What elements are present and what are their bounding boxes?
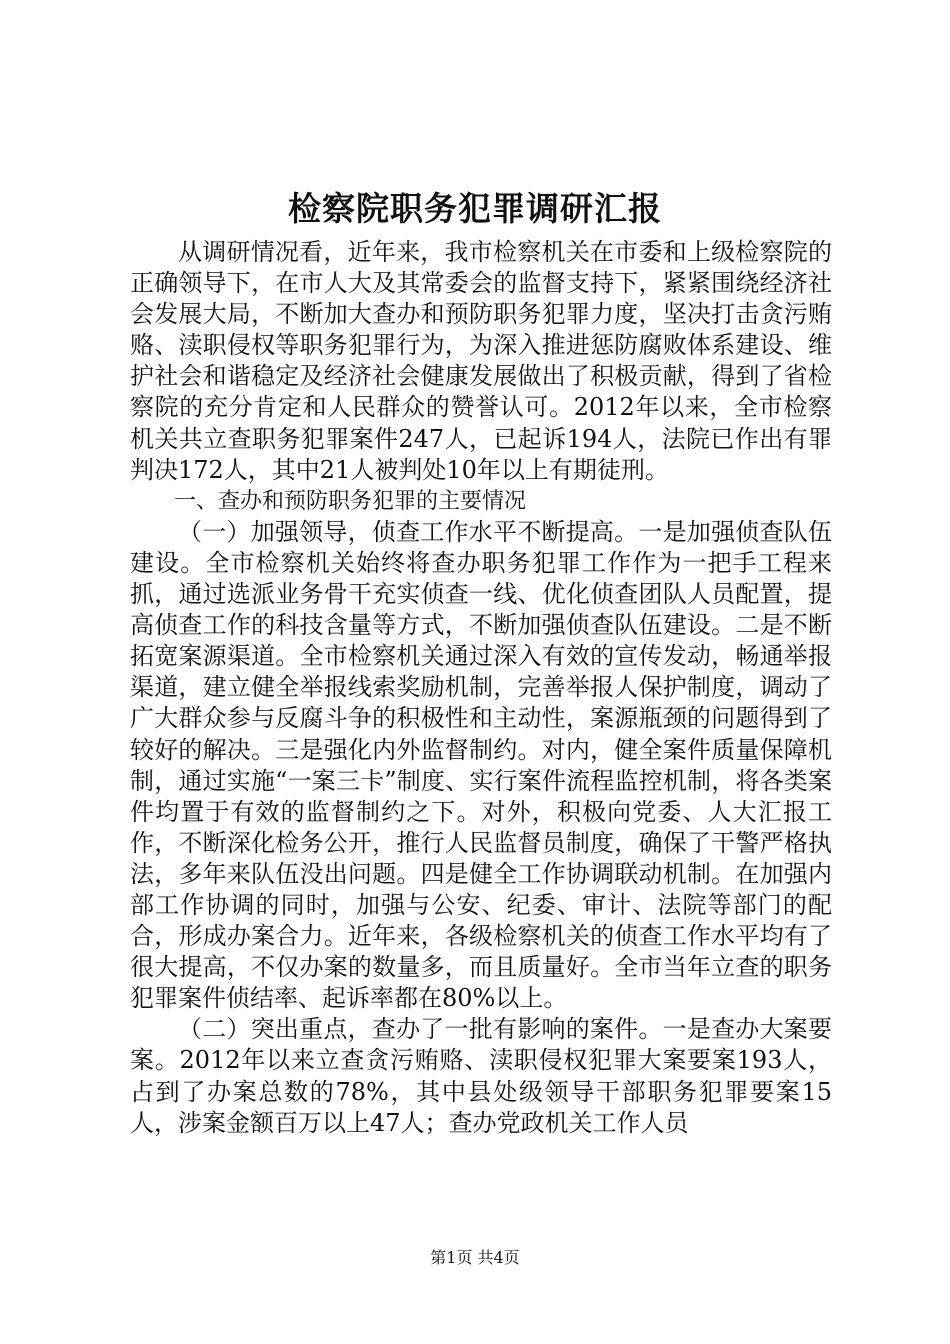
section-heading: 一、查办和预防职务犯罪的主要情况: [174, 488, 527, 514]
subsection-1-paragraph: （一）加强领导，侦查工作水平不断提高。一是加强侦查队伍建设。全市检察机关始终将查办职务犯罪工作作为一把手工程来抓，通过选派业务骨干充实侦查一线、优化侦查团队人员配置，提高侦查工作的科技含量等方式，不断加强侦查队伍建设。二是不断拓宽案源渠道。全市检察机关通过深入有效的宣传发动，畅通举报渠道，建立健全举报线索奖励机制，完善举报人保护制度，调动了广大群众参与反腐斗争的积极性和主动性，案源瓶颈的问题得到了较好的解决。三是强化内外监督制约。对内，健全案件质量保障机制，通过实施“一案三卡”制度、实行案件流程监控机制，将各类案件均置于有效的监督制约之下。对外，积极向党委、人大汇报工作，不断深化检务公开，推行人民监督员制度，确保了干警严格执法，多年来队伍没出问题。四是健全工作协调联动机制。在加强内部工作协调的同时，加强与公安、纪委、审计、法院等部门的配合，形成办案合力。近年来，各级检察机关的侦查工作水平均有了很大提高，不仅办案的数量多，而且质量好。全市当年立查的职务犯罪案件侦结率、起诉率都在80%以上。: [130, 517, 832, 1013]
page-number-footer: 第1页 共4页: [430, 1248, 520, 1267]
document-body: [130, 237, 832, 1139]
subsection-2-paragraph: （二）突出重点，查办了一批有影响的案件。一是查办大案要案。2012年以来立查贪污贿赂、渎职侵权犯罪大案要案193人，占到了办案总数的78%，其中县处级领导干部职务犯罪要案15人，涉案金额百万以上47人；查办党政机关工作人员: [130, 1015, 832, 1137]
document-title: 检察院职务犯罪调研汇报: [288, 189, 662, 228]
intro-paragraph: 从调研情况看，近年来，我市检察机关在市委和上级检察院的正确领导下，在市人大及其常委会的监督支持下，紧紧围绕经济社会发展大局，不断加大查办和预防职务犯罪力度，坚决打击贪污贿赂、渎职侵权等职务犯罪行为，为深入推进惩防腐败体系建设、维护社会和谐稳定及经济社会健康发展做出了积极贡献，得到了省检察院的充分肯定和人民群众的赞誉认可。2012年以来，全市检察机关共立查职务犯罪案件247人，已起诉194人，法院已作出有罪判决172人，其中21人被判处10年以上有期徒刑。: [130, 238, 832, 484]
